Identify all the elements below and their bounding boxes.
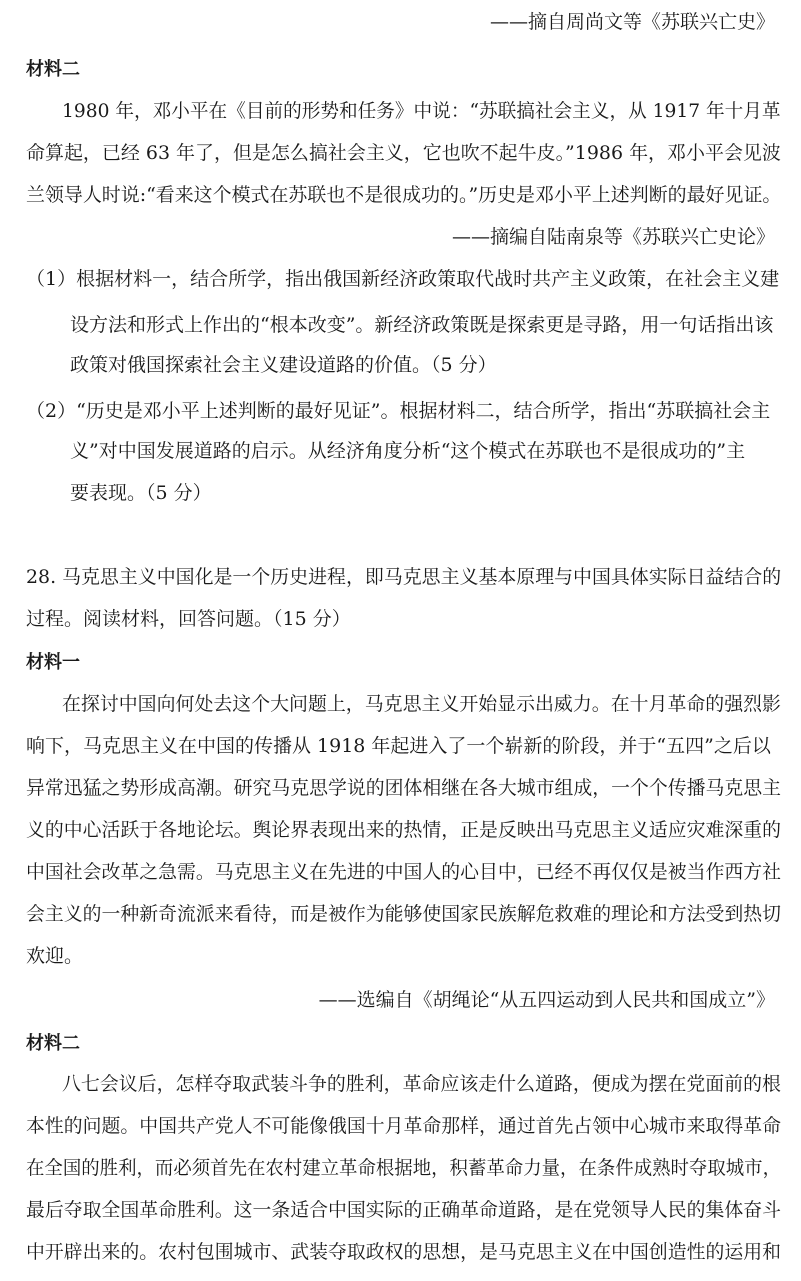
question-1-line: 政策对俄国探索社会主义建设道路的价值。（5 分） [70,354,497,376]
question-1-line: （1）根据材料一，结合所学，指出俄国新经济政策取代战时共产主义政策，在社会主义建 [26,268,780,290]
material-1-heading: 材料一 [26,652,80,673]
material-2-paragraph-line: 中开辟出来的。农村包围城市、武装夺取政权的思想，是马克思主义在中国创造性的运用和 [26,1241,781,1263]
material-2-paragraph-line: 兰领导人时说:“看来这个模式在苏联也不是很成功的。”历史是邓小平上述判断的最好见证。 [26,184,782,206]
material-2-paragraph-line: 八七会议后，怎样夺取武装斗争的胜利，革命应该走什么道路，便成为摆在党面前的根 [62,1073,781,1095]
question-1-line: 设方法和形式上作出的“根本改变”。新经济政策既是探索更是寻路，用一句话指出该 [70,314,774,336]
material-1-paragraph-line: 义的中心活跃于各地论坛。舆论界表现出来的热情，正是反映出马克思主义适应灾难深重的 [26,819,781,841]
source-citation-3: ——选编自《胡绳论“从五四运动到人民共和国成立”》 [318,989,775,1011]
material-1-paragraph-line: 异常迅猛之势形成高潮。研究马克思学说的团体相继在各大城市组成，一个个传播马克思主 [26,777,781,799]
material-2-paragraph-line: 在全国的胜利，而必须首先在农村建立革命根据地，积蓄革命力量，在条件成熟时夺取城市， [26,1157,782,1179]
question-2-line: 义”对中国发展道路的启示。从经济角度分析“这个模式在苏联也不是很成功的”主 [70,440,746,462]
question-28-line: 28. 马克思主义中国化是一个历史进程，即马克思主义基本原理与中国具体实际日益结合的 [26,566,782,588]
material-1-paragraph-line: 会主义的一种新奇流派来看待，而是被作为能够使国家民族解危救难的理论和方法受到热切 [26,903,781,925]
material-2-paragraph-line: 命算起，已经 63 年了，但是怎么搞社会主义，它也吹不起牛皮。”1986 年，邓小平会见波 [26,142,781,164]
source-citation-2: ——摘编自陆南泉等《苏联兴亡史论》 [451,226,775,248]
question-28-line: 过程。阅读材料，回答问题。（15 分） [26,608,351,630]
source-citation-1: ——摘自周尚文等《苏联兴亡史》 [489,11,775,33]
material-2-paragraph-line: 最后夺取全国革命胜利。这一条适合中国实际的正确革命道路，是在党领导人民的集体奋斗 [26,1199,781,1221]
material-1-paragraph-line: 欢迎。 [26,945,84,967]
material-1-paragraph-line: 响下，马克思主义在中国的传播从 1918 年起进入了一个崭新的阶段，并于“五四”之后以 [26,735,771,757]
material-1-paragraph-line: 中国社会改革之急需。马克思主义在先进的中国人的心目中，已经不再仅仅是被当作西方社 [26,861,781,883]
material-1-paragraph-line: 在探讨中国向何处去这个大问题上，马克思主义开始显示出威力。在十月革命的强烈影 [62,693,781,715]
material-2-paragraph-line: 1980 年，邓小平在《目前的形势和任务》中说：“苏联搞社会主义，从 1917 年十月革 [62,100,781,122]
material-2-paragraph-line: 本性的问题。中国共产党人不可能像俄国十月革命那样，通过首先占领中心城市来取得革命 [26,1115,781,1137]
material-2-heading: 材料二 [26,1033,80,1054]
question-2-line: 要表现。（5 分） [70,482,212,504]
material-2-heading: 材料二 [26,59,80,80]
question-2-line: （2）“历史是邓小平上述判断的最好见证”。根据材料二，结合所学，指出“苏联搞社会主 [26,400,771,422]
